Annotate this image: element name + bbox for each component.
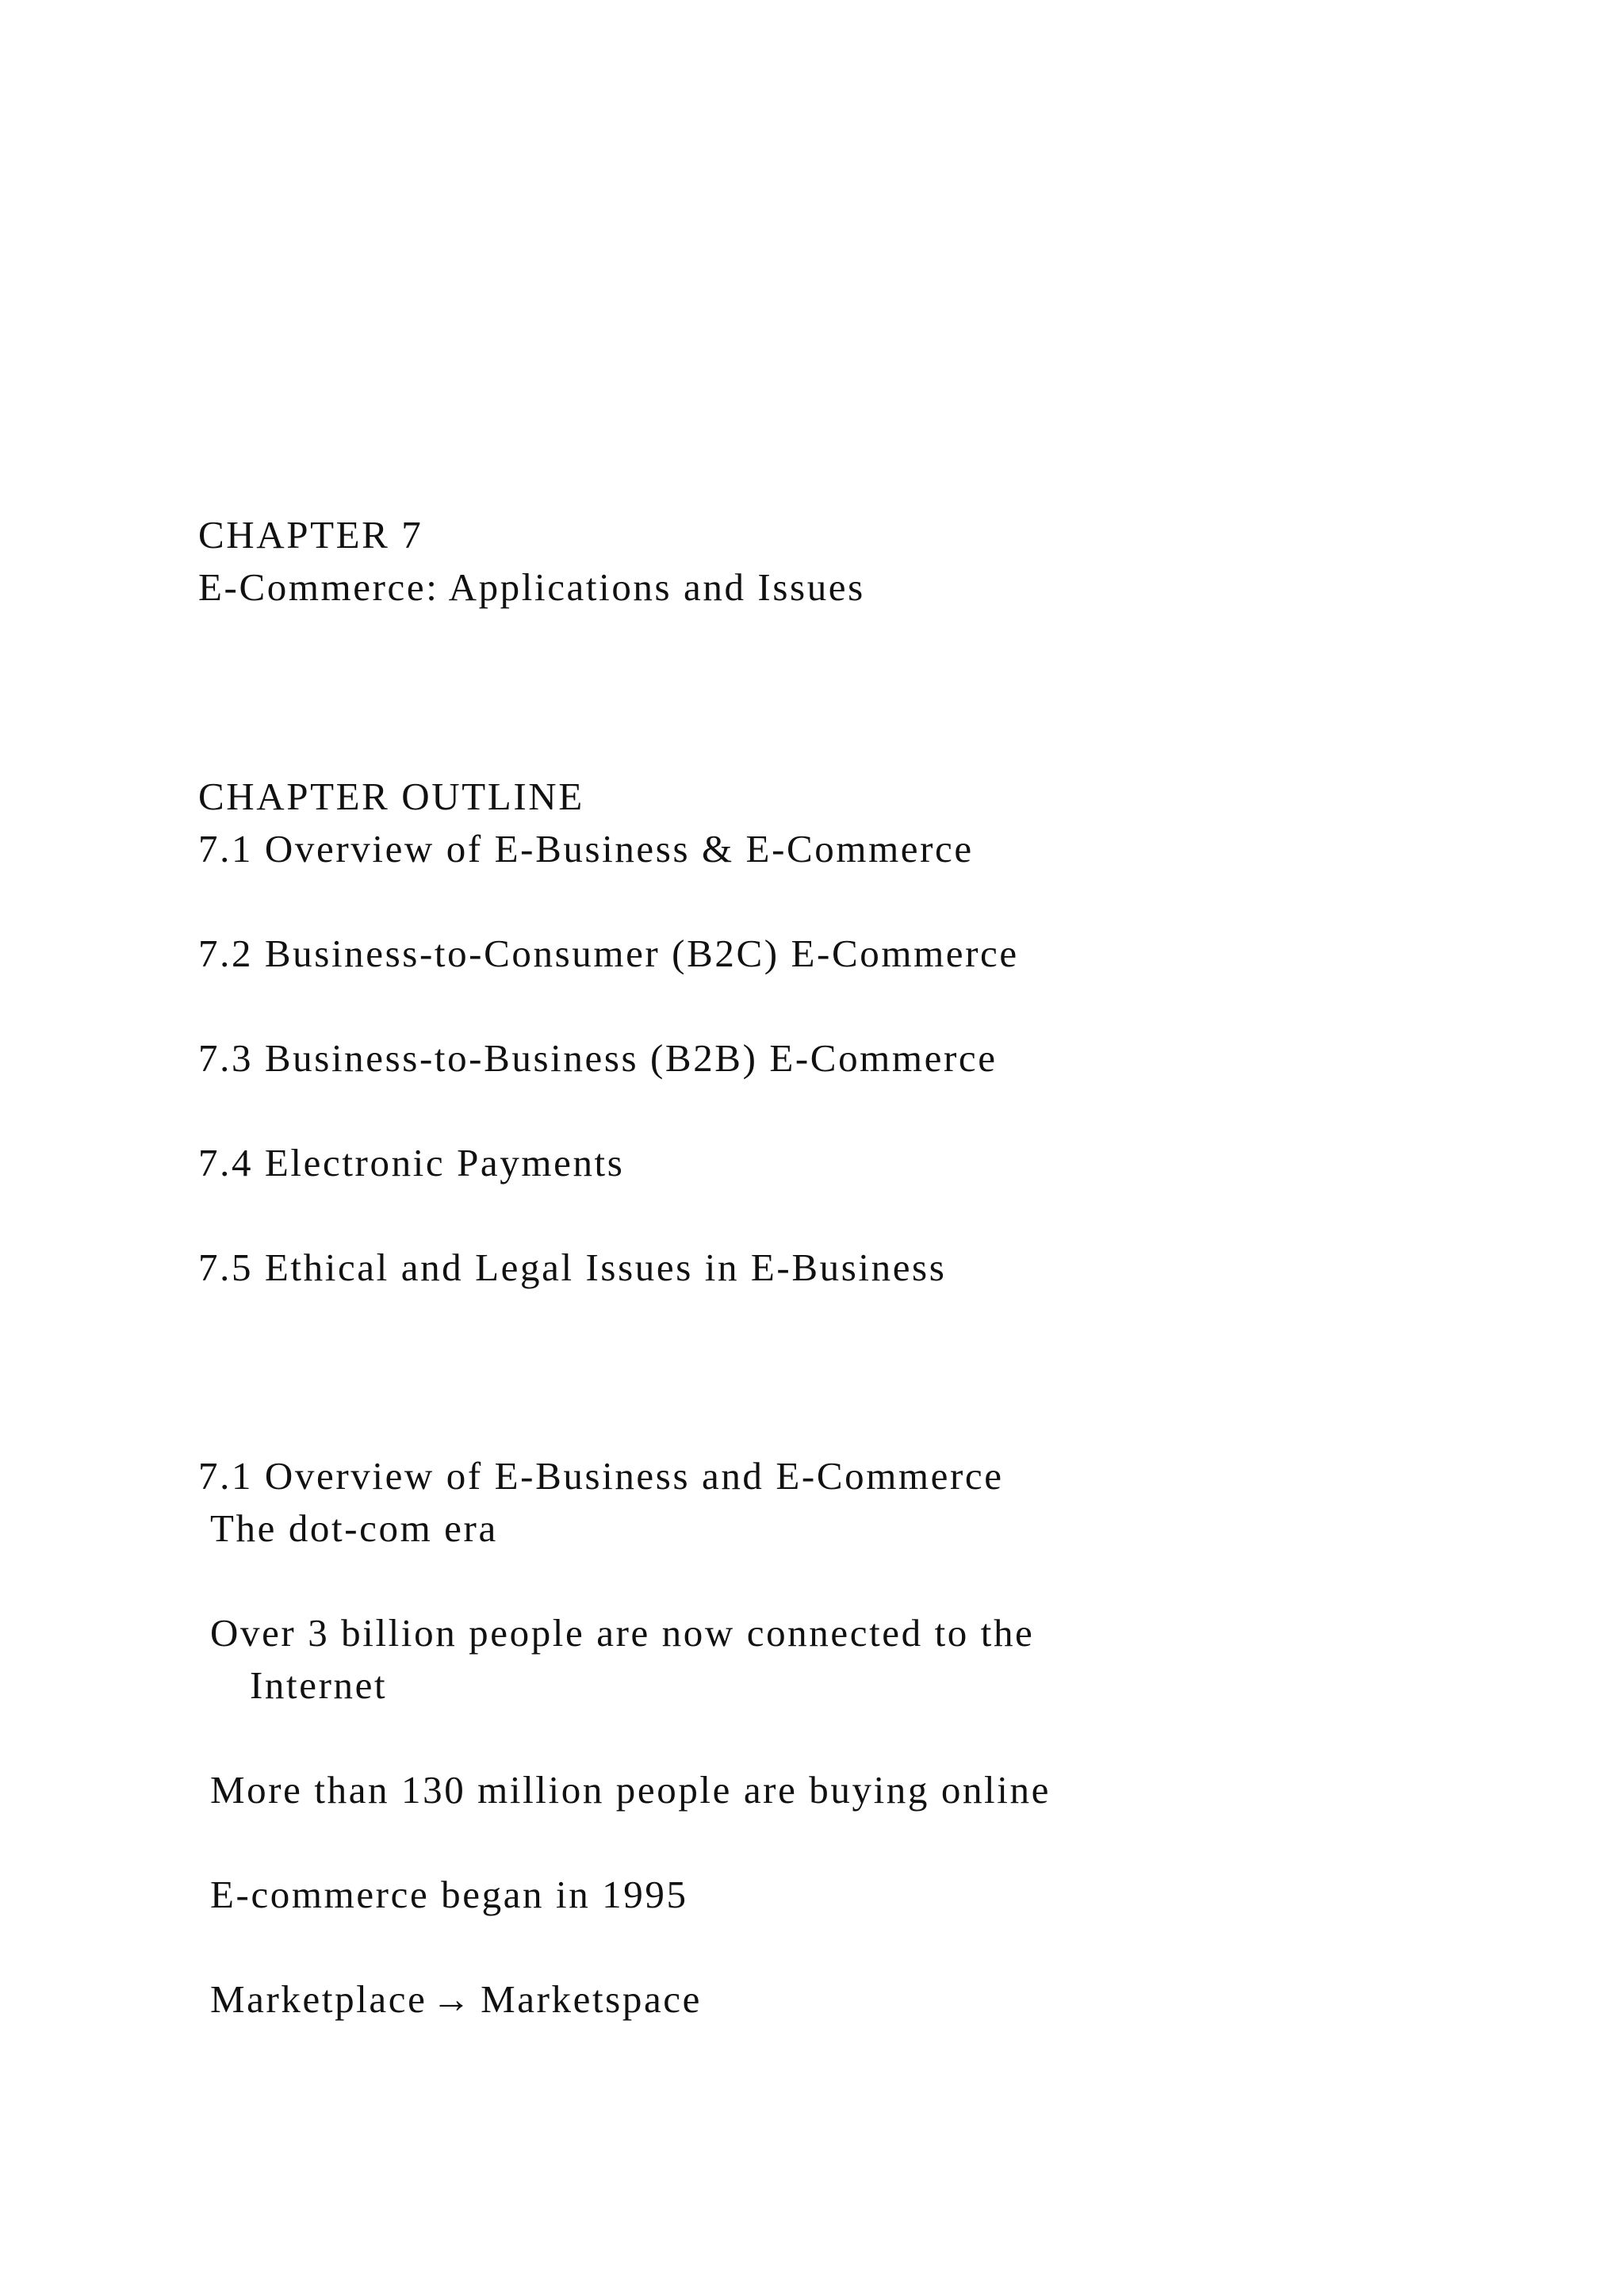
- bullet-text-marketplace: [210, 1973, 702, 2026]
- marketplace-label: Marketplace: [210, 1977, 427, 2021]
- bullet-text: More than 130 million people are buying online: [210, 1768, 1051, 1812]
- bullet-text-continuation: Internet: [250, 1663, 388, 1707]
- bullet-text: Over 3 billion people are now connected to the: [210, 1611, 1035, 1655]
- outline-item: 7.4 Electronic Payments: [198, 1141, 625, 1184]
- outline-item: 7.1 Overview of E-Business & E-Commerce: [198, 827, 974, 871]
- outline-item: 7.2 Business-to-Consumer (B2C) E-Commerce: [198, 932, 1019, 975]
- bullet-text: The dot-com era: [210, 1506, 498, 1550]
- outline-item: 7.5 Ethical and Legal Issues in E-Business: [198, 1246, 947, 1289]
- outline-item: 7.3 Business-to-Business (B2B) E-Commerce: [198, 1036, 998, 1080]
- outline-heading: CHAPTER OUTLINE: [198, 775, 584, 818]
- bullet-text: E-commerce began in 1995: [210, 1873, 688, 1916]
- section-heading: 7.1 Overview of E-Business and E-Commerce: [198, 1454, 1004, 1498]
- chapter-label: CHAPTER 7: [198, 513, 423, 557]
- marketspace-label: Marketspace: [481, 1977, 702, 2021]
- chapter-title: E-Commerce: Applications and Issues: [198, 565, 865, 609]
- right-arrow-icon: →: [431, 1977, 473, 2021]
